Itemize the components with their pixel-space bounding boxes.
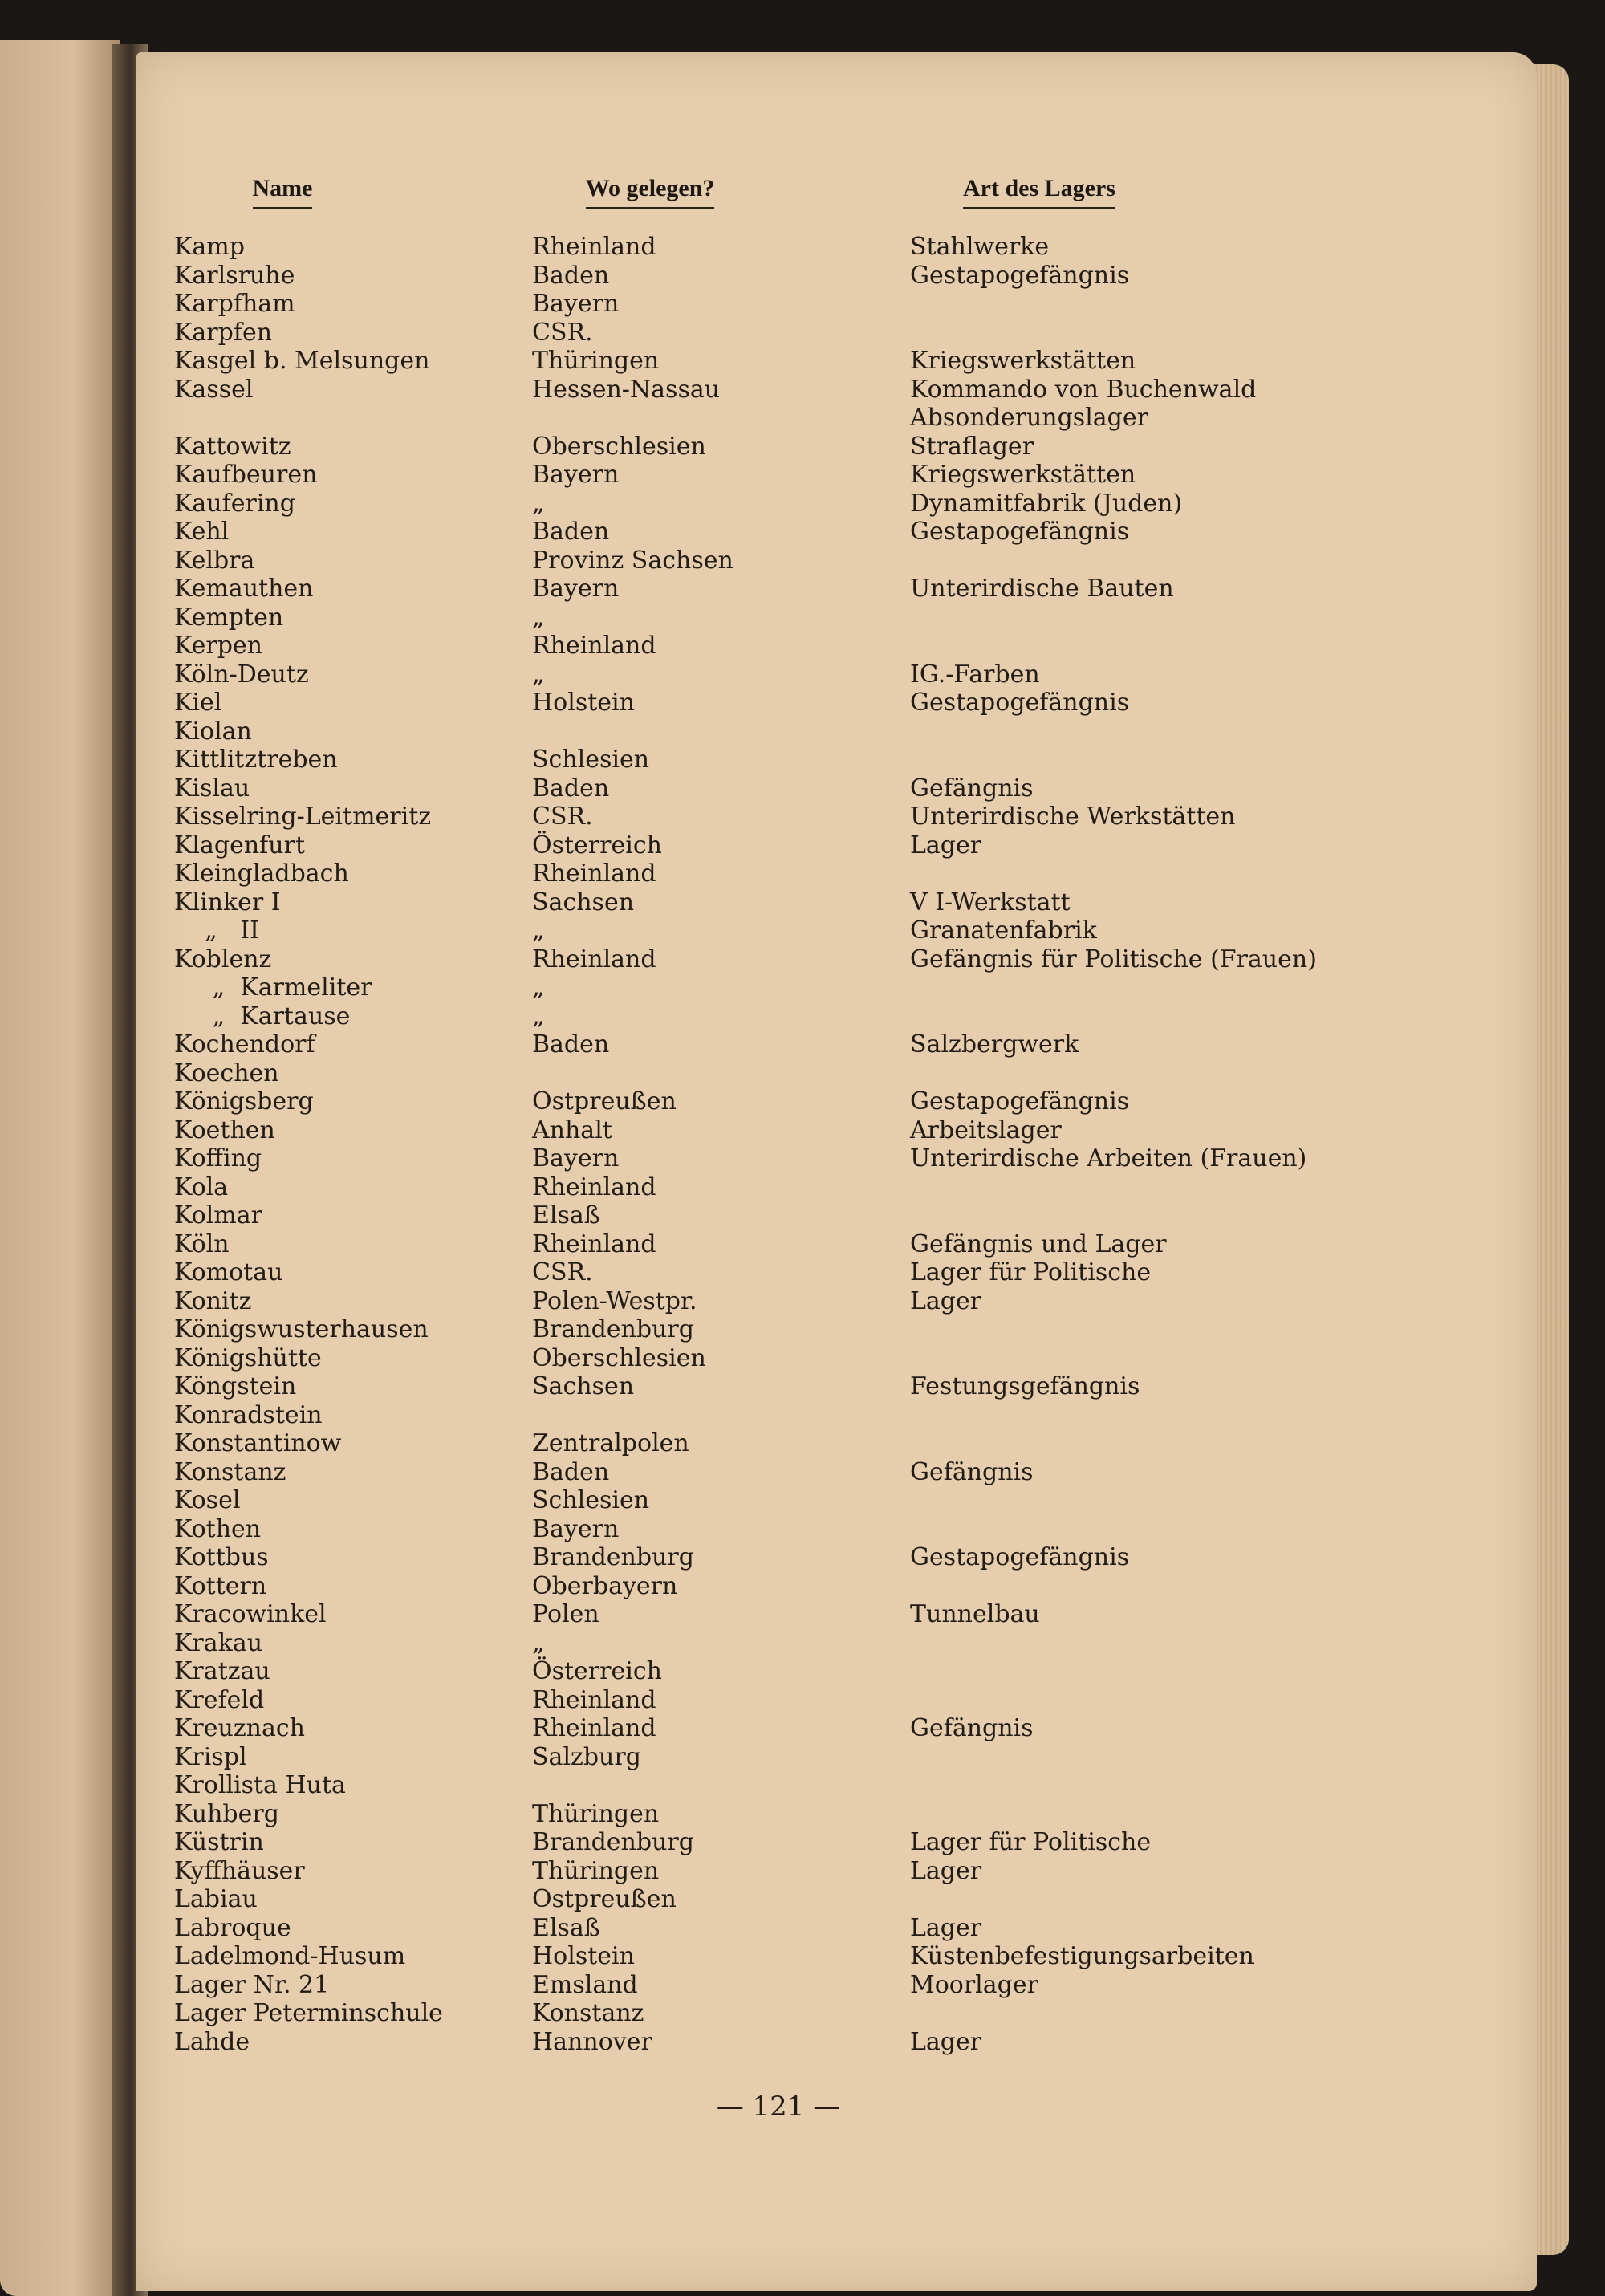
cell-type: Arbeitslager (910, 1115, 1062, 1144)
cell-type: Gestapogefängnis (910, 689, 1130, 717)
cell-location: Rheinland (532, 1685, 656, 1714)
cell-location: Baden (532, 518, 610, 546)
cell-name: Königsberg (174, 1087, 314, 1115)
cell-location: Rheinland (532, 859, 656, 888)
cell-location: Konstanz (532, 1999, 644, 2027)
cell-type: Moorlager (910, 1970, 1038, 1999)
cell-name: Klinker I (174, 888, 281, 916)
cell-type: Küstenbefestigungsarbeiten (910, 1942, 1254, 1970)
cell-name: Kuhberg (174, 1799, 279, 1828)
cell-type: Unterirdische Bauten (910, 575, 1174, 603)
cell-type (910, 1515, 1317, 1544)
cell-name: Lager Peterminschule (174, 1999, 443, 2027)
cell-location: Hessen-Nassau (532, 375, 721, 404)
cell-type (910, 1885, 1317, 1914)
cell-type (910, 1629, 1317, 1658)
cell-name: Ladelmond-Husum (174, 1942, 406, 1970)
cell-name: Krispl (174, 1742, 247, 1771)
cell-name (174, 404, 443, 433)
cell-location: CSR. (532, 803, 593, 831)
cell-location: CSR. (532, 1258, 593, 1286)
cell-name: Labroque (174, 1913, 291, 1942)
cell-type (910, 290, 1317, 319)
cell-name: Köln (174, 1229, 230, 1258)
cell-location: Thüringen (532, 347, 660, 375)
cell-type (910, 1572, 1317, 1601)
cell-name: Kosel (174, 1486, 241, 1514)
cell-type: Kommando von Buchenwald (910, 375, 1257, 404)
cell-type (910, 1002, 1317, 1031)
cell-location: Brandenburg (532, 1543, 694, 1571)
cell-name: Kola (174, 1172, 229, 1201)
cell-type: Festungsgefängnis (910, 1372, 1140, 1400)
cell-name: „ Kartause (174, 1002, 351, 1030)
cell-name: Kyffhäuser (174, 1856, 305, 1885)
cell-name: Kittlitztreben (174, 746, 338, 774)
cell-location: Brandenburg (532, 1315, 694, 1343)
cell-type: Unterirdische Arbeiten (Frauen) (910, 1144, 1307, 1172)
cell-type: Gestapogefängnis (910, 1087, 1130, 1115)
cell-type (910, 1173, 1317, 1202)
cell-name: Köln-Deutz (174, 660, 309, 689)
cell-name: Konstanz (174, 1457, 286, 1486)
cell-location: Österreich (532, 1657, 662, 1685)
cell-location: Oberschlesien (532, 1343, 706, 1372)
cell-location: „ (532, 973, 545, 1002)
cell-type: Unterirdische Werkstätten (910, 803, 1236, 831)
cell-name: Karpfham (174, 290, 295, 318)
cell-name: Koffing (174, 1144, 262, 1172)
cell-location: Salzburg (532, 1742, 641, 1771)
cell-name: Küstrin (174, 1828, 264, 1856)
cell-location: Rheinland (532, 1714, 656, 1742)
cell-name: Karlsruhe (174, 261, 295, 290)
cell-location: Baden (532, 774, 610, 803)
cell-type: Lager (910, 831, 982, 859)
cell-type: Gefängnis für Politische (Frauen) (910, 945, 1317, 973)
cell-location: Zentralpolen (532, 1429, 689, 1457)
cell-location: „ (532, 1002, 545, 1030)
cell-name: Karpfen (174, 318, 273, 347)
cell-name: Kochendorf (174, 1030, 315, 1059)
cell-name: Kisselring-Leitmeritz (174, 803, 432, 831)
cell-location: Schlesien (532, 1486, 650, 1514)
cell-name: Kislau (174, 774, 250, 803)
cell-name: Kaufbeuren (174, 461, 318, 489)
cell-type (910, 973, 1317, 1002)
cell-type (910, 1486, 1317, 1515)
cell-location: Bayern (532, 1144, 620, 1172)
header-type: Art des Lagers (931, 175, 1148, 209)
cell-name: Kleingladbach (174, 859, 349, 888)
cell-name: Lahde (174, 2027, 250, 2056)
cell-location: „ (532, 660, 545, 689)
cell-location: Bayern (532, 461, 620, 489)
cell-type: V I-Werkstatt (910, 888, 1071, 916)
cell-type: Gefängnis (910, 1714, 1034, 1742)
cell-name: Kiolan (174, 717, 252, 746)
cell-location: Bayern (532, 290, 620, 318)
cell-location: Bayern (532, 1514, 620, 1543)
cell-type: Granatenfabrik (910, 916, 1097, 945)
cell-type: Kriegswerkstätten (910, 461, 1136, 489)
cell-name: Kamp (174, 233, 245, 261)
cell-location (532, 1401, 733, 1430)
cell-name: Koethen (174, 1115, 275, 1144)
cell-type: Lager (910, 1286, 982, 1315)
cell-name: Kelbra (174, 546, 255, 575)
cell-name: Koblenz (174, 945, 272, 973)
cell-type: Straflager (910, 432, 1034, 461)
cell-location: Rheinland (532, 1229, 656, 1258)
cell-location: Elsaß (532, 1201, 600, 1229)
cell-name: Kerpen (174, 632, 262, 660)
cell-location: Bayern (532, 575, 620, 603)
cell-location: „ (532, 1628, 545, 1657)
cell-type (910, 1657, 1317, 1686)
cell-name: Komotau (174, 1258, 283, 1286)
cell-name: Kasgel b. Melsungen (174, 347, 430, 375)
cell-location: Polen (532, 1600, 599, 1628)
cell-type: Gefängnis und Lager (910, 1229, 1167, 1258)
cell-name: Köngstein (174, 1372, 297, 1400)
cell-type (910, 1315, 1317, 1344)
cell-name: Kehl (174, 518, 230, 546)
cell-location: Baden (532, 261, 610, 290)
cell-location: CSR. (532, 318, 593, 347)
cell-location: Hannover (532, 2027, 652, 2056)
cell-type (910, 717, 1317, 746)
cell-type (910, 1686, 1317, 1715)
cell-location: Baden (532, 1030, 610, 1059)
cell-location: Ostpreußen (532, 1087, 677, 1115)
cell-type: Gefängnis (910, 1457, 1034, 1486)
cell-type (910, 319, 1317, 347)
cell-type (910, 603, 1317, 632)
cell-name: Kemauthen (174, 575, 314, 603)
cell-location (532, 404, 733, 433)
cell-name: Konradstein (174, 1400, 323, 1429)
cell-type: Salzbergwerk (910, 1030, 1079, 1059)
cell-type: Tunnelbau (910, 1600, 1040, 1628)
cell-type: Gestapogefängnis (910, 518, 1130, 546)
column-type (910, 233, 1317, 2056)
cell-name: Kreuznach (174, 1714, 305, 1742)
cell-location: Emsland (532, 1970, 638, 1999)
cell-location: „ (532, 489, 545, 518)
cell-location: Thüringen (532, 1856, 660, 1885)
cell-location (532, 1771, 733, 1800)
cell-type (910, 1999, 1317, 2028)
cell-name: Kaufering (174, 489, 295, 518)
cell-type: Gefängnis (910, 774, 1034, 803)
cell-type (910, 1344, 1317, 1373)
cell-location: Rheinland (532, 233, 656, 261)
cell-location: Sachsen (532, 1372, 635, 1400)
cell-type (910, 547, 1317, 575)
cell-location: Rheinland (532, 1172, 656, 1201)
cell-location (532, 1059, 733, 1088)
cell-type (910, 632, 1317, 660)
cell-location: „ (532, 916, 545, 945)
cell-name: Kothen (174, 1514, 262, 1543)
cell-name: Kracowinkel (174, 1600, 327, 1628)
header-location: Wo gelegen? (546, 175, 754, 209)
cell-location: Rheinland (532, 632, 656, 660)
cell-name: Lager Nr. 21 (174, 1970, 330, 1999)
cell-name: Koechen (174, 1059, 279, 1087)
cell-location: „ (532, 603, 545, 632)
cell-type: Kriegswerkstätten (910, 347, 1136, 375)
cell-location: Provinz Sachsen (532, 546, 733, 575)
cell-type (910, 859, 1317, 888)
cell-location: Baden (532, 1457, 610, 1486)
cell-location: Holstein (532, 689, 635, 717)
cell-name: Kiel (174, 689, 222, 717)
cell-name: Kottern (174, 1571, 267, 1600)
cell-type: Stahlwerke (910, 233, 1050, 261)
cell-type: Absonderungslager (910, 404, 1148, 432)
cell-type (910, 1800, 1317, 1829)
cell-name: Kempten (174, 603, 284, 632)
cell-type (910, 1059, 1317, 1088)
cell-type (910, 1771, 1317, 1800)
cell-location: Schlesien (532, 746, 650, 774)
cell-location: Oberbayern (532, 1571, 678, 1600)
cell-location: Rheinland (532, 945, 656, 973)
cell-location: Sachsen (532, 888, 635, 916)
cell-type (910, 746, 1317, 774)
cell-name: „ II (174, 916, 259, 945)
column-location (532, 233, 733, 2056)
cell-type (910, 1401, 1317, 1430)
cell-name: Klagenfurt (174, 831, 305, 859)
cell-location: Brandenburg (532, 1828, 694, 1856)
cell-location: Holstein (532, 1942, 635, 1970)
cell-name: „ Karmeliter (174, 973, 372, 1002)
cell-type: Gestapogefängnis (910, 261, 1130, 290)
cell-location: Polen-Westpr. (532, 1286, 697, 1315)
cell-type: Lager (910, 1856, 982, 1885)
cell-name: Königswusterhausen (174, 1315, 429, 1343)
cell-location: Österreich (532, 831, 662, 859)
cell-name: Konitz (174, 1286, 252, 1315)
cell-location: Anhalt (532, 1115, 612, 1144)
cell-name: Kattowitz (174, 432, 291, 461)
cell-name: Kassel (174, 375, 254, 404)
cell-name: Konstantinow (174, 1429, 342, 1457)
cell-name: Krakau (174, 1628, 263, 1657)
cell-type: Dynamitfabrik (Juden) (910, 489, 1183, 518)
cell-type: Lager für Politische (910, 1828, 1152, 1856)
cell-type (910, 1201, 1317, 1230)
cell-location: Thüringen (532, 1799, 660, 1828)
cell-name: Kottbus (174, 1543, 269, 1571)
cell-type: IG.-Farben (910, 660, 1040, 689)
cell-name: Krefeld (174, 1685, 265, 1714)
cell-type (910, 1429, 1317, 1458)
page-number: — 121 — (716, 2091, 841, 2123)
cell-location: Oberschlesien (532, 432, 706, 461)
cell-type (910, 1743, 1317, 1772)
left-page-edge (0, 40, 120, 2296)
header-name: Name (210, 175, 355, 209)
column-name (174, 233, 443, 2056)
cell-type: Gestapogefängnis (910, 1543, 1130, 1571)
cell-location (532, 717, 733, 746)
cell-type: Lager (910, 1913, 982, 1942)
cell-location: Ostpreußen (532, 1885, 677, 1913)
cell-name: Labiau (174, 1885, 258, 1913)
cell-name: Kratzau (174, 1657, 270, 1685)
cell-type: Lager für Politische (910, 1258, 1152, 1286)
cell-name: Königshütte (174, 1343, 322, 1372)
cell-location: Elsaß (532, 1913, 600, 1942)
cell-type: Lager (910, 2027, 982, 2056)
cell-name: Krollista Huta (174, 1771, 346, 1799)
cell-name: Kolmar (174, 1201, 262, 1229)
